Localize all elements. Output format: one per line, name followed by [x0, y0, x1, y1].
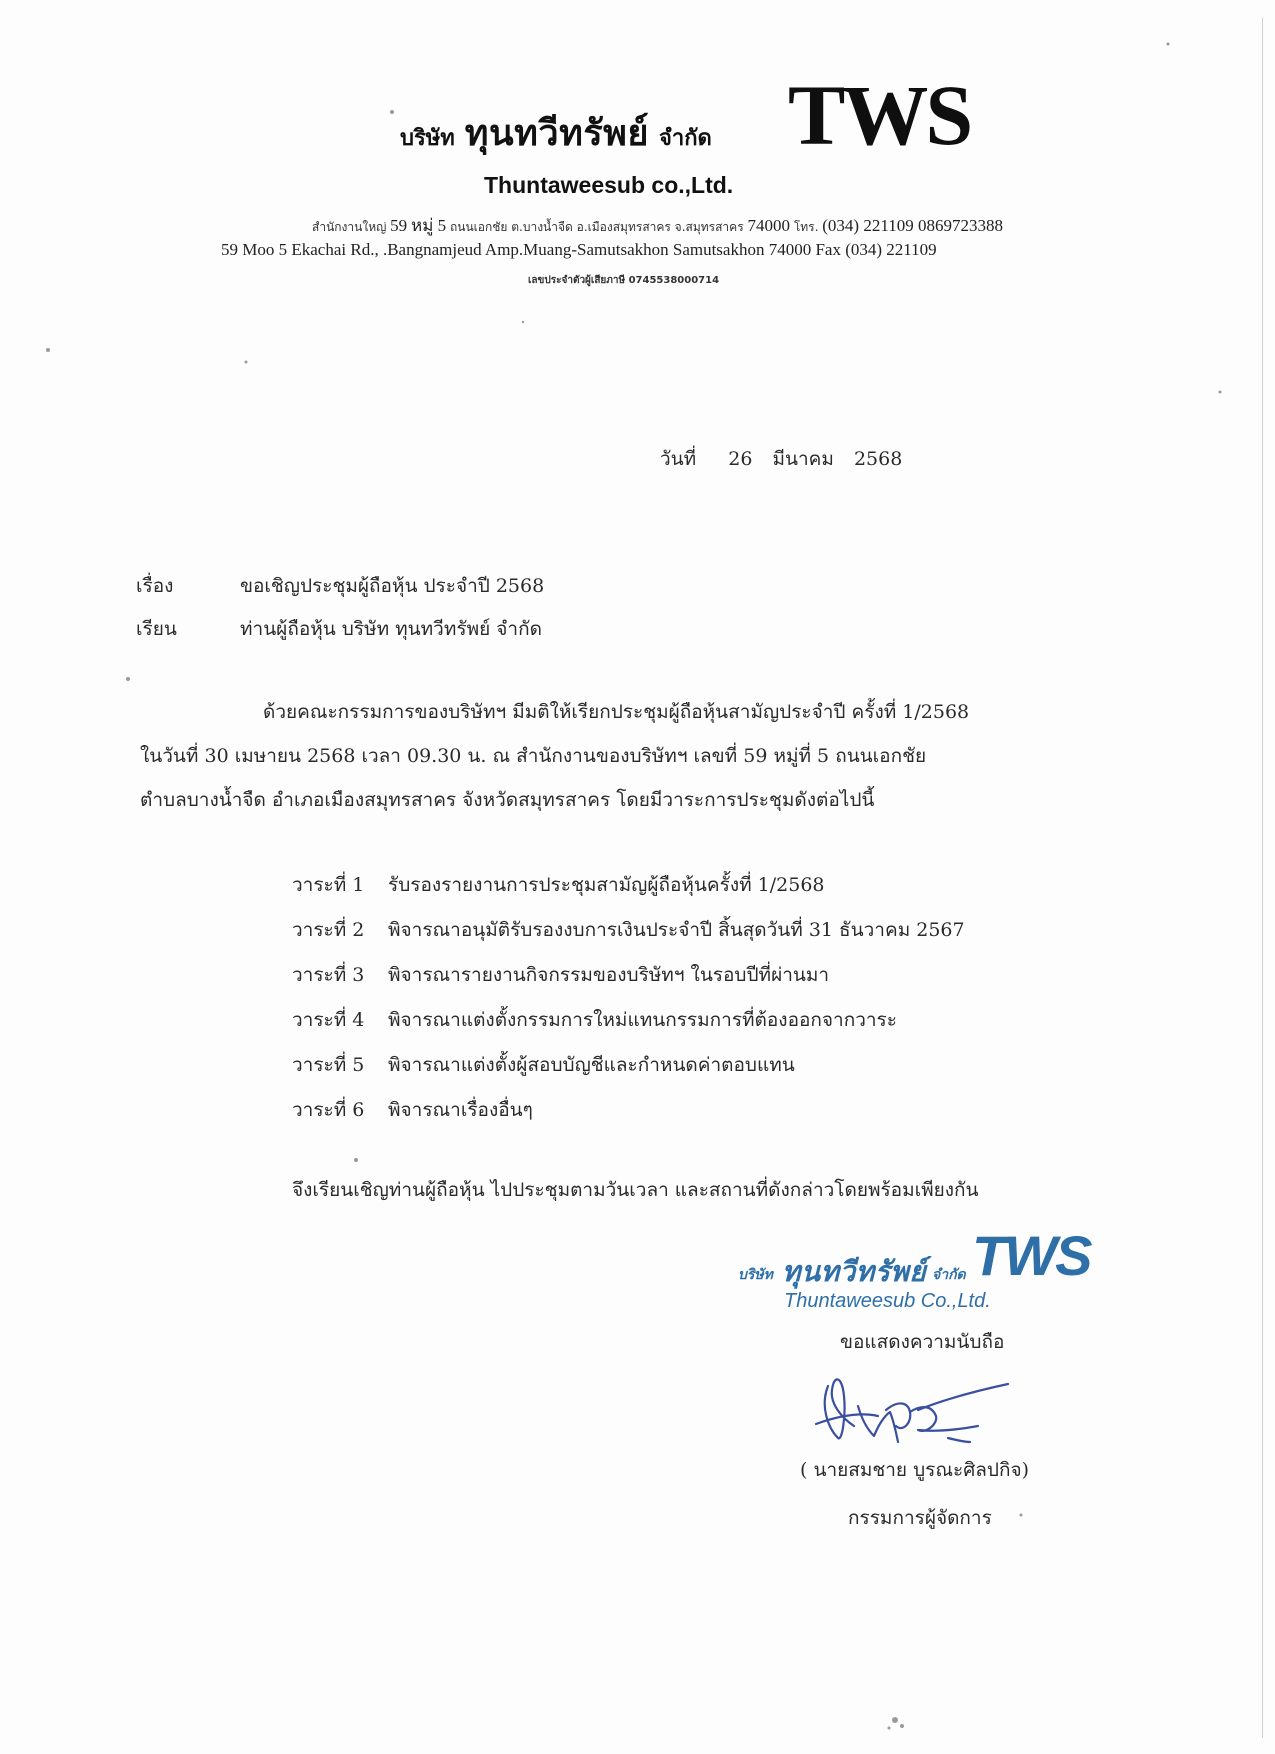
address-tel: (034) 221109 0869723388	[822, 216, 1003, 235]
tws-logo: TWS	[788, 67, 971, 163]
body-line-2: ในวันที่ 30 เมษายน 2568 เวลา 09.30 น. ณ สำนักงานของบริษัทฯ เลขที่ 59 หมู่ที่ 5 ถนนเอกชัย	[140, 745, 927, 767]
signer-title: กรรมการผู้จัดการ	[848, 1507, 992, 1529]
address-zip: 74000	[747, 216, 790, 235]
stamp-company-name-en: Thuntaweesub Co.,Ltd.	[784, 1290, 991, 1312]
date-day: 26	[728, 448, 753, 470]
tax-id: เลขประจำตัวผู้เสียภาษี 0745538000714	[528, 275, 720, 286]
address-english: 59 Moo 5 Ekachai Rd., .Bangnamjeud Amp.Muang-Samutsakhon Samutsakhon 74000 Fax (034) 221109	[221, 240, 937, 259]
date-year: 2568	[853, 448, 903, 470]
company-stamp	[736, 1224, 1091, 1318]
agenda-label: วาระที่ 5	[292, 1054, 365, 1076]
subject-line	[136, 571, 544, 601]
company-name-en: Thuntaweesub co.,Ltd.	[484, 172, 734, 198]
recipient-label: เรียน	[136, 618, 177, 640]
agenda-item	[292, 915, 965, 945]
address-area: ต.บางน้ำจืด อ.เมืองสมุทรสาคร จ.สมุทรสาคร	[511, 220, 744, 234]
date-month: มีนาคม	[772, 448, 834, 470]
subject-value: ขอเชิญประชุมผู้ถือหุ้น ประจำปี 2568	[240, 575, 545, 597]
regards: ขอแสดงความนับถือ	[840, 1331, 1005, 1353]
agenda-label: วาระที่ 4	[292, 1009, 365, 1031]
letter-date	[660, 444, 916, 474]
body-line-1: ด้วยคณะกรรมการของบริษัทฯ มีมติให้เรียกประชุมผู้ถือหุ้นสามัญประจำปี ครั้งที่ 1/2568	[263, 701, 970, 723]
body-line-3: ตำบลบางน้ำจืด อำเภอเมืองสมุทรสาคร จังหวัดสมุทรสาคร โดยมีวาระการประชุมดังต่อไปนี้	[140, 789, 875, 811]
company-suffix: จำกัด	[658, 126, 712, 151]
agenda-text: พิจารณาแต่งตั้งผู้สอบบัญชีและกำหนดค่าตอบแทน	[388, 1054, 795, 1076]
agenda-text: พิจารณาเรื่องอื่นๆ	[388, 1099, 533, 1121]
date-label: วันที่	[660, 448, 697, 470]
signer-name: ( นายสมชาย บูรณะศิลปกิจ)	[800, 1459, 1030, 1481]
agenda-text: พิจารณาอนุมัติรับรองงบการเงินประจำปี สิ้นสุดวันที่ 31 ธันวาคม 2567	[388, 919, 965, 941]
stamp-prefix: บริษัท	[738, 1267, 773, 1283]
address-tel-label: โทร.	[793, 220, 819, 234]
address-label: สำนักงานใหญ่	[312, 220, 387, 234]
recipient-value: ท่านผู้ถือหุ้น บริษัท ทุนทวีทรัพย์ จำกัด	[240, 618, 542, 640]
agenda-item	[292, 1005, 897, 1035]
agenda-item	[292, 1050, 795, 1080]
company-name: ทุนทวีทรัพย์	[464, 113, 649, 154]
stamp-company-name: ทุนทวีทรัพย์	[782, 1255, 927, 1288]
letterhead-company-name	[400, 104, 712, 161]
address-moo: หมู่ 5	[410, 216, 447, 235]
agenda-item	[292, 960, 829, 990]
agenda-label: วาระที่ 3	[292, 964, 365, 986]
agenda-label: วาระที่ 2	[292, 919, 365, 941]
agenda-label: วาระที่ 1	[292, 874, 365, 896]
stamp-suffix: จำกัด	[932, 1267, 966, 1283]
address-number: 59	[390, 216, 408, 235]
agenda-text: พิจารณาแต่งตั้งกรรมการใหม่แทนกรรมการที่ต้องออกจากวาระ	[388, 1009, 897, 1031]
agenda-text: รับรองรายงานการประชุมสามัญผู้ถือหุ้นครั้งที่ 1/2568	[388, 874, 825, 896]
address-thai	[312, 212, 1003, 239]
subject-label: เรื่อง	[136, 575, 174, 597]
closing-sentence: จึงเรียนเชิญท่านผู้ถือหุ้น ไปประชุมตามวันเวลา และสถานที่ดังกล่าวโดยพร้อมเพียงกัน	[292, 1179, 979, 1201]
address-road: ถนนเอกชัย	[449, 220, 508, 234]
page-edge-divider	[1262, 18, 1263, 1738]
recipient-line	[136, 614, 542, 644]
agenda-label: วาระที่ 6	[292, 1099, 365, 1121]
signature	[798, 1346, 1018, 1466]
company-prefix: บริษัท	[400, 126, 455, 151]
stamp-logo: TWS	[972, 1224, 1091, 1287]
agenda-text: พิจารณารายงานกิจกรรมของบริษัทฯ ในรอบปีที่ผ่านมา	[388, 964, 830, 986]
agenda-item	[292, 870, 825, 900]
agenda-item	[292, 1095, 533, 1125]
